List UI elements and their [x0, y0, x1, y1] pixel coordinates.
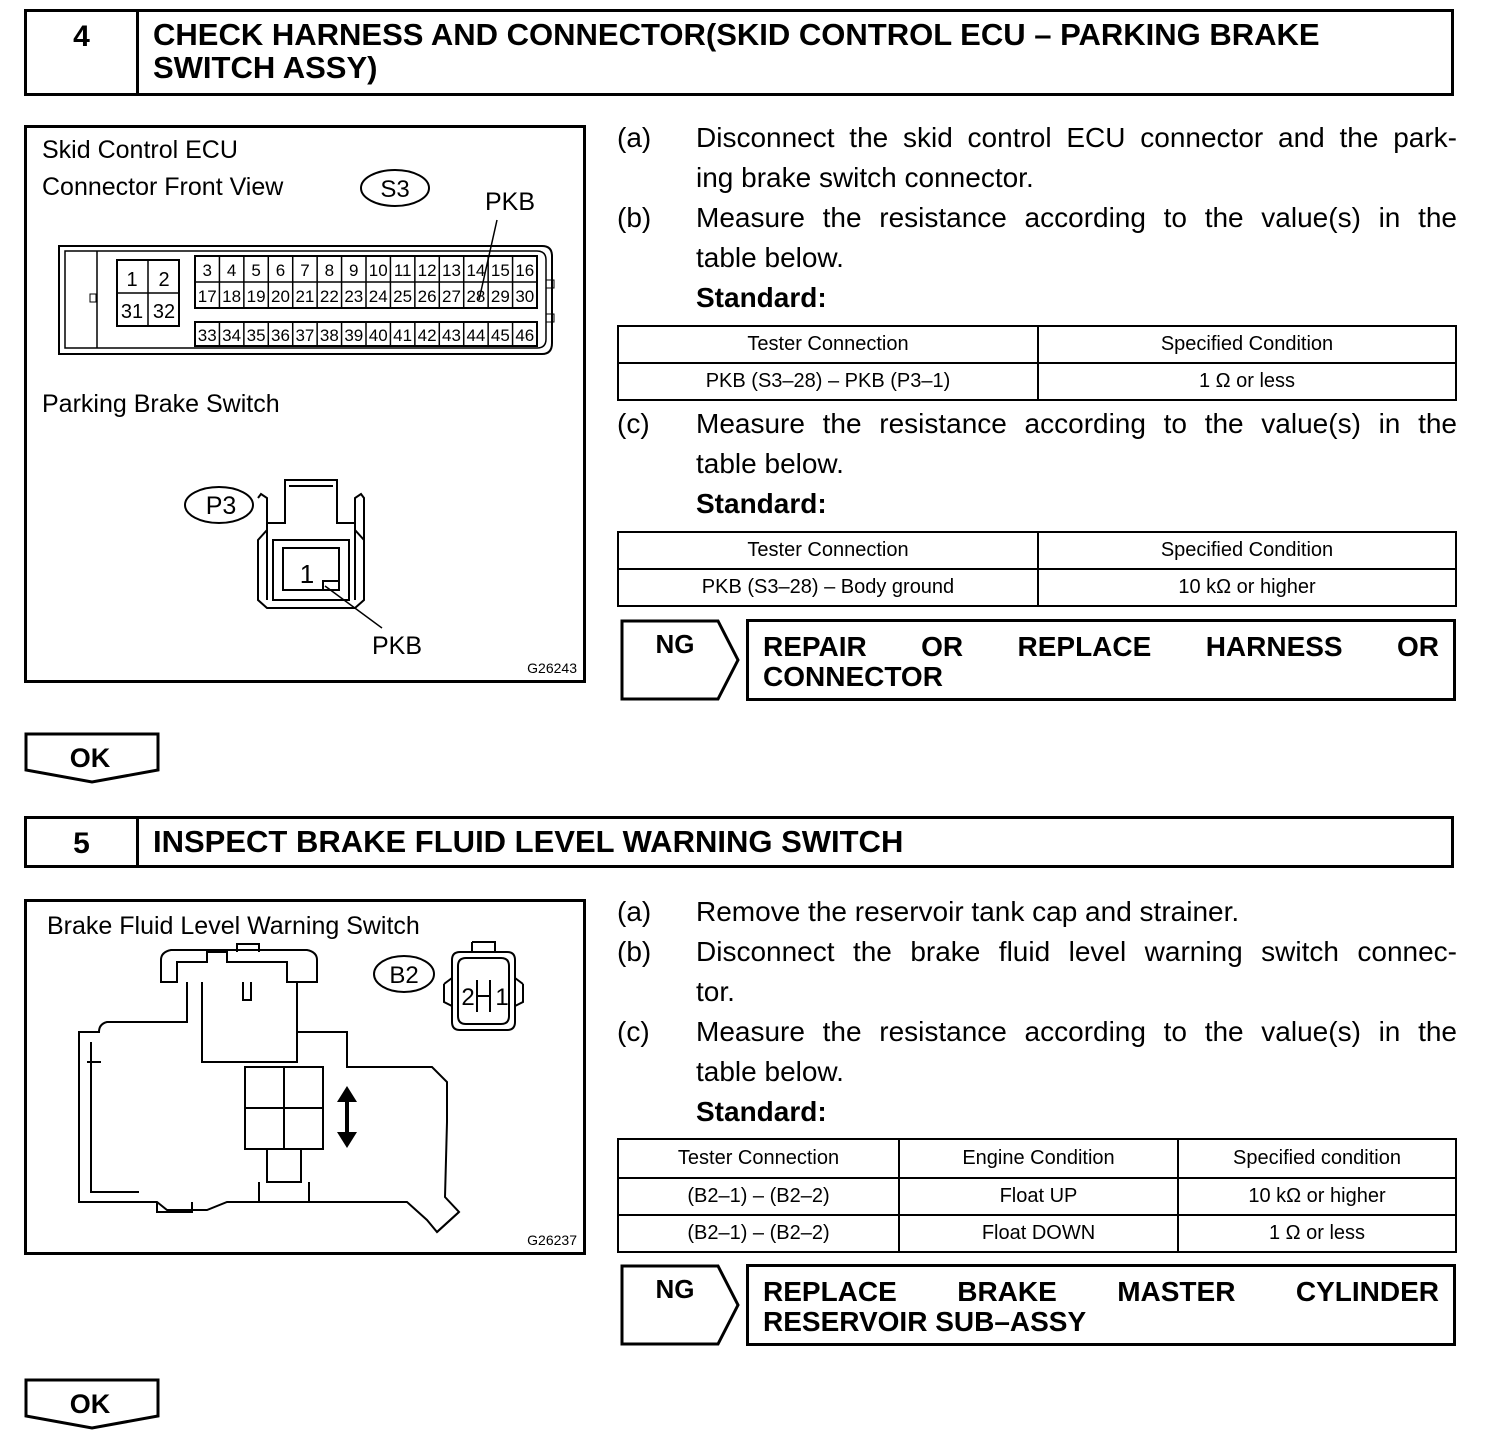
ecu-pin: 38 — [319, 326, 339, 345]
step-5a: (a) Remove the reservoir tank cap and strainer. — [617, 896, 1240, 927]
ecu-pin: 45 — [490, 326, 510, 345]
table-cell: 10 kΩ or higher — [1038, 569, 1456, 606]
ecu-pin: 34 — [222, 326, 242, 345]
ecu-pin: 14 — [466, 261, 486, 280]
figure-code: G26237 — [527, 1232, 577, 1248]
ecu-label: Skid Control ECU — [42, 136, 238, 164]
step-5b: (b) Disconnect the brake fluid level warning switch connec- tor. — [617, 936, 1457, 1007]
table-cell: Float DOWN — [899, 1215, 1178, 1252]
ecu-pin: 9 — [349, 261, 359, 280]
ng-arrow — [620, 1264, 740, 1346]
table-header-row — [618, 1139, 1456, 1178]
ecu-pin: 46 — [515, 326, 535, 345]
standard-label: Standard: — [696, 1096, 827, 1127]
spec-table-1 — [617, 325, 1457, 401]
table-cell: (B2–1) – (B2–2) — [618, 1215, 899, 1252]
ecu-pin: 16 — [515, 261, 535, 280]
action-line-2: RESERVOIR SUB–ASSY — [763, 1306, 1087, 1337]
ecu-pin: 13 — [442, 261, 461, 280]
ecu-pin: 20 — [271, 287, 290, 306]
svg-text:1: 1 — [126, 269, 138, 291]
pin-2: 2 — [461, 984, 475, 1011]
reservoir-figure — [24, 899, 586, 1255]
switch-label: Parking Brake Switch — [42, 390, 280, 418]
ecu-pin: 30 — [515, 287, 535, 306]
table-cell: 1 Ω or less — [1178, 1215, 1456, 1252]
table-header: Specified condition — [1178, 1139, 1456, 1178]
spec-table-2 — [617, 531, 1457, 607]
step-title: INSPECT BRAKE FLUID LEVEL WARNING SWITCH — [153, 824, 904, 859]
table-header: Specified Condition — [1038, 532, 1456, 569]
ecu-pin: 39 — [344, 326, 364, 345]
ecu-pin: 11 — [393, 261, 412, 280]
ecu-pin: 35 — [246, 326, 266, 345]
ecu-pin: 21 — [295, 287, 315, 306]
ecu-pin: 29 — [490, 287, 510, 306]
repair-action — [746, 619, 1456, 701]
table-row — [618, 1178, 1456, 1215]
ok-label: OK — [69, 743, 111, 773]
ng-label: NG — [655, 1274, 695, 1304]
ecu-pin: 41 — [393, 326, 413, 345]
switch-label: Brake Fluid Level Warning Switch — [47, 912, 420, 940]
step-5c: (c) Measure the resistance according to the value(s) in the table below. — [617, 1016, 1457, 1087]
step-number: 5 — [27, 819, 139, 865]
step-number: 4 — [27, 12, 139, 93]
ng-label: NG — [655, 629, 695, 659]
table-header: Tester Connection — [618, 1139, 899, 1178]
ecu-pin: 26 — [417, 287, 437, 306]
ecu-pin: 5 — [251, 261, 261, 280]
ecu-pin: 18 — [222, 287, 242, 306]
table-header: Specified Condition — [1038, 326, 1456, 363]
svg-text:32: 32 — [152, 301, 176, 323]
step-title: CHECK HARNESS AND CONNECTOR(SKID CONTROL ECU – PARKING BRAKE SWITCH ASSY) — [153, 17, 1320, 85]
ecu-connector-id: S3 — [380, 176, 410, 203]
table-row — [618, 363, 1456, 400]
ecu-pin: 24 — [368, 287, 388, 306]
table-header: Tester Connection — [618, 326, 1038, 363]
table-header-row — [618, 326, 1456, 363]
switch-connector-id: P3 — [205, 492, 237, 520]
switch-pin-label: PKB — [372, 632, 423, 660]
switch-pin: 1 — [299, 559, 315, 589]
ecu-pin: 12 — [417, 261, 437, 280]
table-header-row — [618, 532, 1456, 569]
ecu-pin: 44 — [466, 326, 486, 345]
ok-arrow — [24, 1378, 160, 1430]
figure-code: G26243 — [527, 660, 577, 676]
action-line-1: REPAIR OR REPLACE HARNESS OR — [763, 631, 1439, 662]
table-cell: Float UP — [899, 1178, 1178, 1215]
ecu-pin: 40 — [368, 326, 388, 345]
step-4c: (c) Measure the resistance according to the value(s) in the table below. — [617, 408, 1457, 479]
standard-label: Standard: — [696, 488, 827, 519]
ecu-pin: 3 — [202, 261, 212, 280]
table-header: Tester Connection — [618, 532, 1038, 569]
ecu-pin: 25 — [393, 287, 413, 306]
ecu-pin: 8 — [324, 261, 335, 280]
ecu-pin: 22 — [319, 287, 339, 306]
svg-text:2: 2 — [158, 269, 170, 291]
table-cell: 1 Ω or less — [1038, 363, 1456, 400]
action-line-2: CONNECTOR — [763, 661, 943, 692]
table-cell: PKB (S3–28) – Body ground — [618, 569, 1038, 606]
step-4b: (b) Measure the resistance according to the value(s) in the table below. — [617, 202, 1457, 273]
spec-table-3 — [617, 1138, 1457, 1253]
standard-label: Standard: — [696, 282, 827, 313]
ecu-pin: 19 — [246, 287, 266, 306]
ecu-pin: 27 — [442, 287, 461, 306]
connector-figure — [24, 125, 586, 683]
ok-label: OK — [69, 1389, 111, 1419]
ecu-pin: 10 — [368, 261, 388, 280]
ecu-view-label: Connector Front View — [42, 173, 284, 201]
pin-1: 1 — [495, 984, 509, 1011]
ecu-pin: 28 — [466, 287, 486, 306]
ok-arrow — [24, 732, 160, 784]
table-row — [618, 569, 1456, 606]
ecu-pin: 6 — [275, 261, 286, 280]
ecu-pin: 17 — [197, 287, 217, 306]
ecu-pins-row-1 — [202, 261, 534, 280]
ecu-pin: 43 — [442, 326, 461, 345]
ecu-pin: 7 — [300, 261, 310, 280]
ecu-pin: 42 — [417, 326, 437, 345]
table-cell: 10 kΩ or higher — [1178, 1178, 1456, 1215]
step-4-header — [24, 9, 1454, 96]
connector-id: B2 — [389, 962, 419, 989]
step-4a: (a) Disconnect the skid control ECU connector and the park- ing brake switch connector. — [617, 122, 1457, 193]
table-header: Engine Condition — [899, 1139, 1178, 1178]
ecu-pin: 23 — [344, 287, 364, 306]
ecu-pin: 37 — [295, 326, 315, 345]
reservoir-drawing — [27, 902, 583, 1252]
replace-action — [746, 1264, 1456, 1346]
table-row — [618, 1215, 1456, 1252]
table-cell: (B2–1) – (B2–2) — [618, 1178, 899, 1215]
ecu-pin: 33 — [197, 326, 217, 345]
table-cell: PKB (S3–28) – PKB (P3–1) — [618, 363, 1038, 400]
ecu-pin: 36 — [271, 326, 290, 345]
ng-arrow — [620, 619, 740, 701]
action-line-1: REPLACE BRAKE MASTER CYLINDER — [763, 1276, 1439, 1307]
step-5-header — [24, 816, 1454, 868]
ecu-pin-label: PKB — [485, 188, 536, 216]
svg-text:31: 31 — [120, 301, 144, 323]
ecu-pin: 4 — [226, 261, 237, 280]
ecu-pin: 15 — [490, 261, 510, 280]
